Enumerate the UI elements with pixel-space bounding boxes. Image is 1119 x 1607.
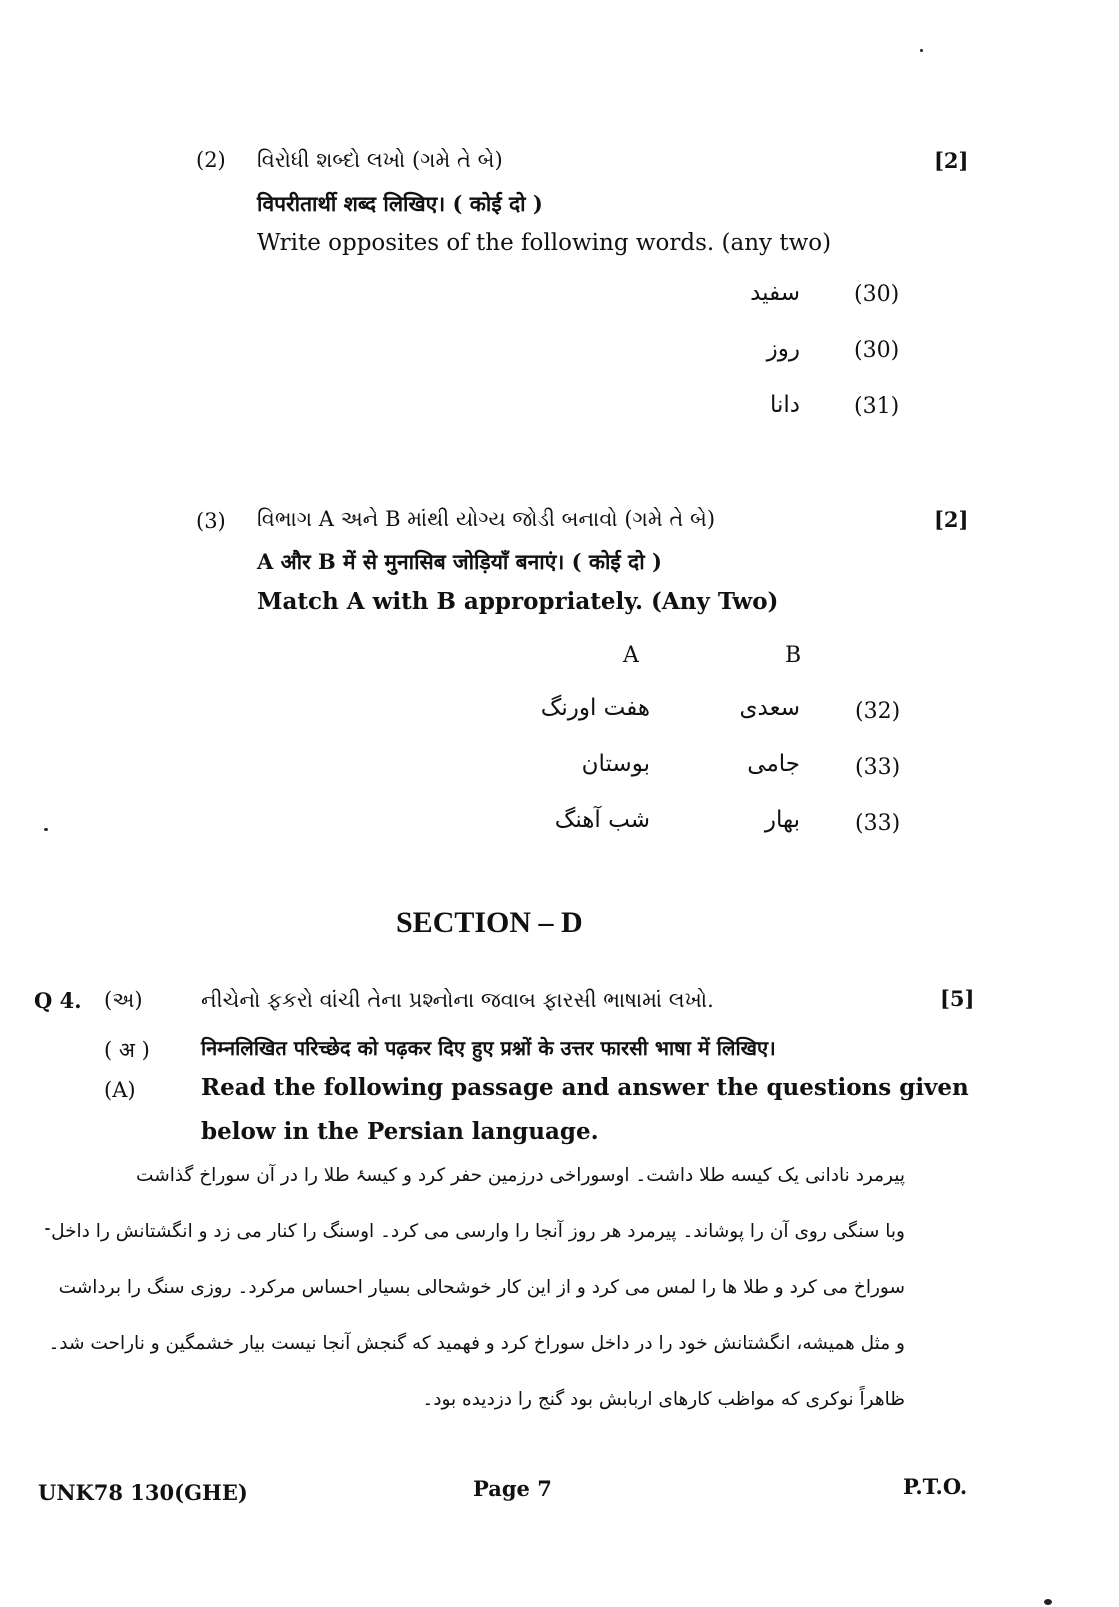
passage-line: سوراخ می کرد و طلا ها را لمس می کرد و از این کار خوشحالی بسیار احساس مرکرد۔ روزی سنگ را برداشت [58,1277,905,1298]
scan-speck [1044,1599,1052,1605]
q2-word-list [700,280,910,430]
scan-speck [920,49,923,52]
q3-column-a-item: جامی [747,751,800,777]
q4-english-instruction-line1: Read the following passage and answer the questions given [201,1074,969,1101]
q4-number: Q 4. [34,988,82,1013]
q3-gujarati-instruction: વિભાગ A અને B માંથી યોગ્ય જોડી બનાવો (ગમે તે બે) [257,507,716,531]
q3-english-instruction: Match A with B appropriately. (Any Two) [257,588,779,615]
q3-row [520,751,920,791]
q4-gujarati-instruction: નીચેનો ફકરો વાંચી તેના પ્રશ્નોના જવાબ ફારસી ભાષામાં લખો. [201,988,714,1012]
q2-marks: [2] [934,148,969,173]
q2-item-number: (30) [854,338,900,363]
q2-number: (2) [196,148,226,172]
q2-word: دانا [769,392,800,418]
scan-speck [44,828,48,831]
passage-line: پیرمرد نادانی یک کیسه طلا داشت۔ اوسوراخی درزمین حفر کرد و کیسۂ طلا را در آن سوراخ گذاشت [136,1165,905,1186]
q2-gujarati-instruction: વિરોધી શબ્દો લખો (ગમે તે બે) [257,148,503,172]
q4-label-english: (A) [104,1078,136,1102]
q3-match-table [520,695,920,845]
scan-speck [45,1228,50,1230]
q2-word: سفید [750,280,800,306]
q2-hindi-instruction: विपरीतार्थी शब्द लिखिए। ( कोई दो ) [257,191,543,216]
q3-row-number: (33) [855,755,901,780]
q3-row [520,807,920,847]
passage-line: وبا سنگی روی آن را پوشاند۔ پیرمرد هر روز آنجا را وارسی می کرد۔ اوسنگ را کنار می زد و انگشتانش را داخل [51,1221,905,1242]
q3-row [520,695,920,735]
q3-row-number: (33) [855,811,901,836]
q4-english-instruction-line2: below in the Persian language. [201,1118,599,1145]
q3-hindi-instruction: A और B में से मुनासिब जोड़ियाँ बनाएं। ( कोई दो ) [257,549,662,574]
q2-item [700,392,910,428]
q4-label-gujarati: (અ) [104,988,143,1012]
section-heading: SECTION – D [396,906,583,939]
q3-column-a-heading: A [623,643,639,668]
q2-item-number: (30) [854,282,900,307]
q4-label-hindi: ( अ ) [104,1038,150,1062]
passage-line: ظاهراً نوکری که مواظب کارهای اربابش بود گنج را دزدیده بود۔ [422,1389,905,1410]
q4-persian-passage [48,1165,905,1435]
q3-marks: [2] [934,507,969,532]
footer-page-number: Page 7 [473,1476,552,1501]
q3-row-number: (32) [855,699,901,724]
q2-word: روز [766,336,800,362]
passage-line: و مثل همیشه، انگشتانش خود را در داخل سوراخ کرد و فهمید که گنجش آنجا نیست بیار خشمگین و ناراحت شد۔ [48,1333,905,1354]
q3-column-b-item: شب آهنگ [554,807,650,833]
q2-item [700,336,910,372]
q2-english-instruction: Write opposites of the following words. (any two) [257,230,832,256]
q3-column-b-item: بوستان [581,751,650,777]
q2-item-number: (31) [854,394,900,419]
q3-column-a-item: بهار [764,807,800,833]
footer-pto: P.T.O. [903,1474,968,1499]
q4-marks: [5] [940,986,975,1011]
q3-column-b-item: هفت اورنگ [540,695,650,721]
footer-paper-code: UNK78 130(GHE) [38,1480,248,1505]
q2-item [700,280,910,316]
q4-hindi-instruction: निम्नलिखित परिच्छेद को पढ़कर दिए हुए प्रश्नों के उत्तर फारसी भाषा में लिखिए। [201,1036,776,1060]
q3-number: (3) [196,509,226,533]
q3-column-b-heading: B [785,643,802,668]
q3-column-a-item: سعدی [739,695,800,721]
